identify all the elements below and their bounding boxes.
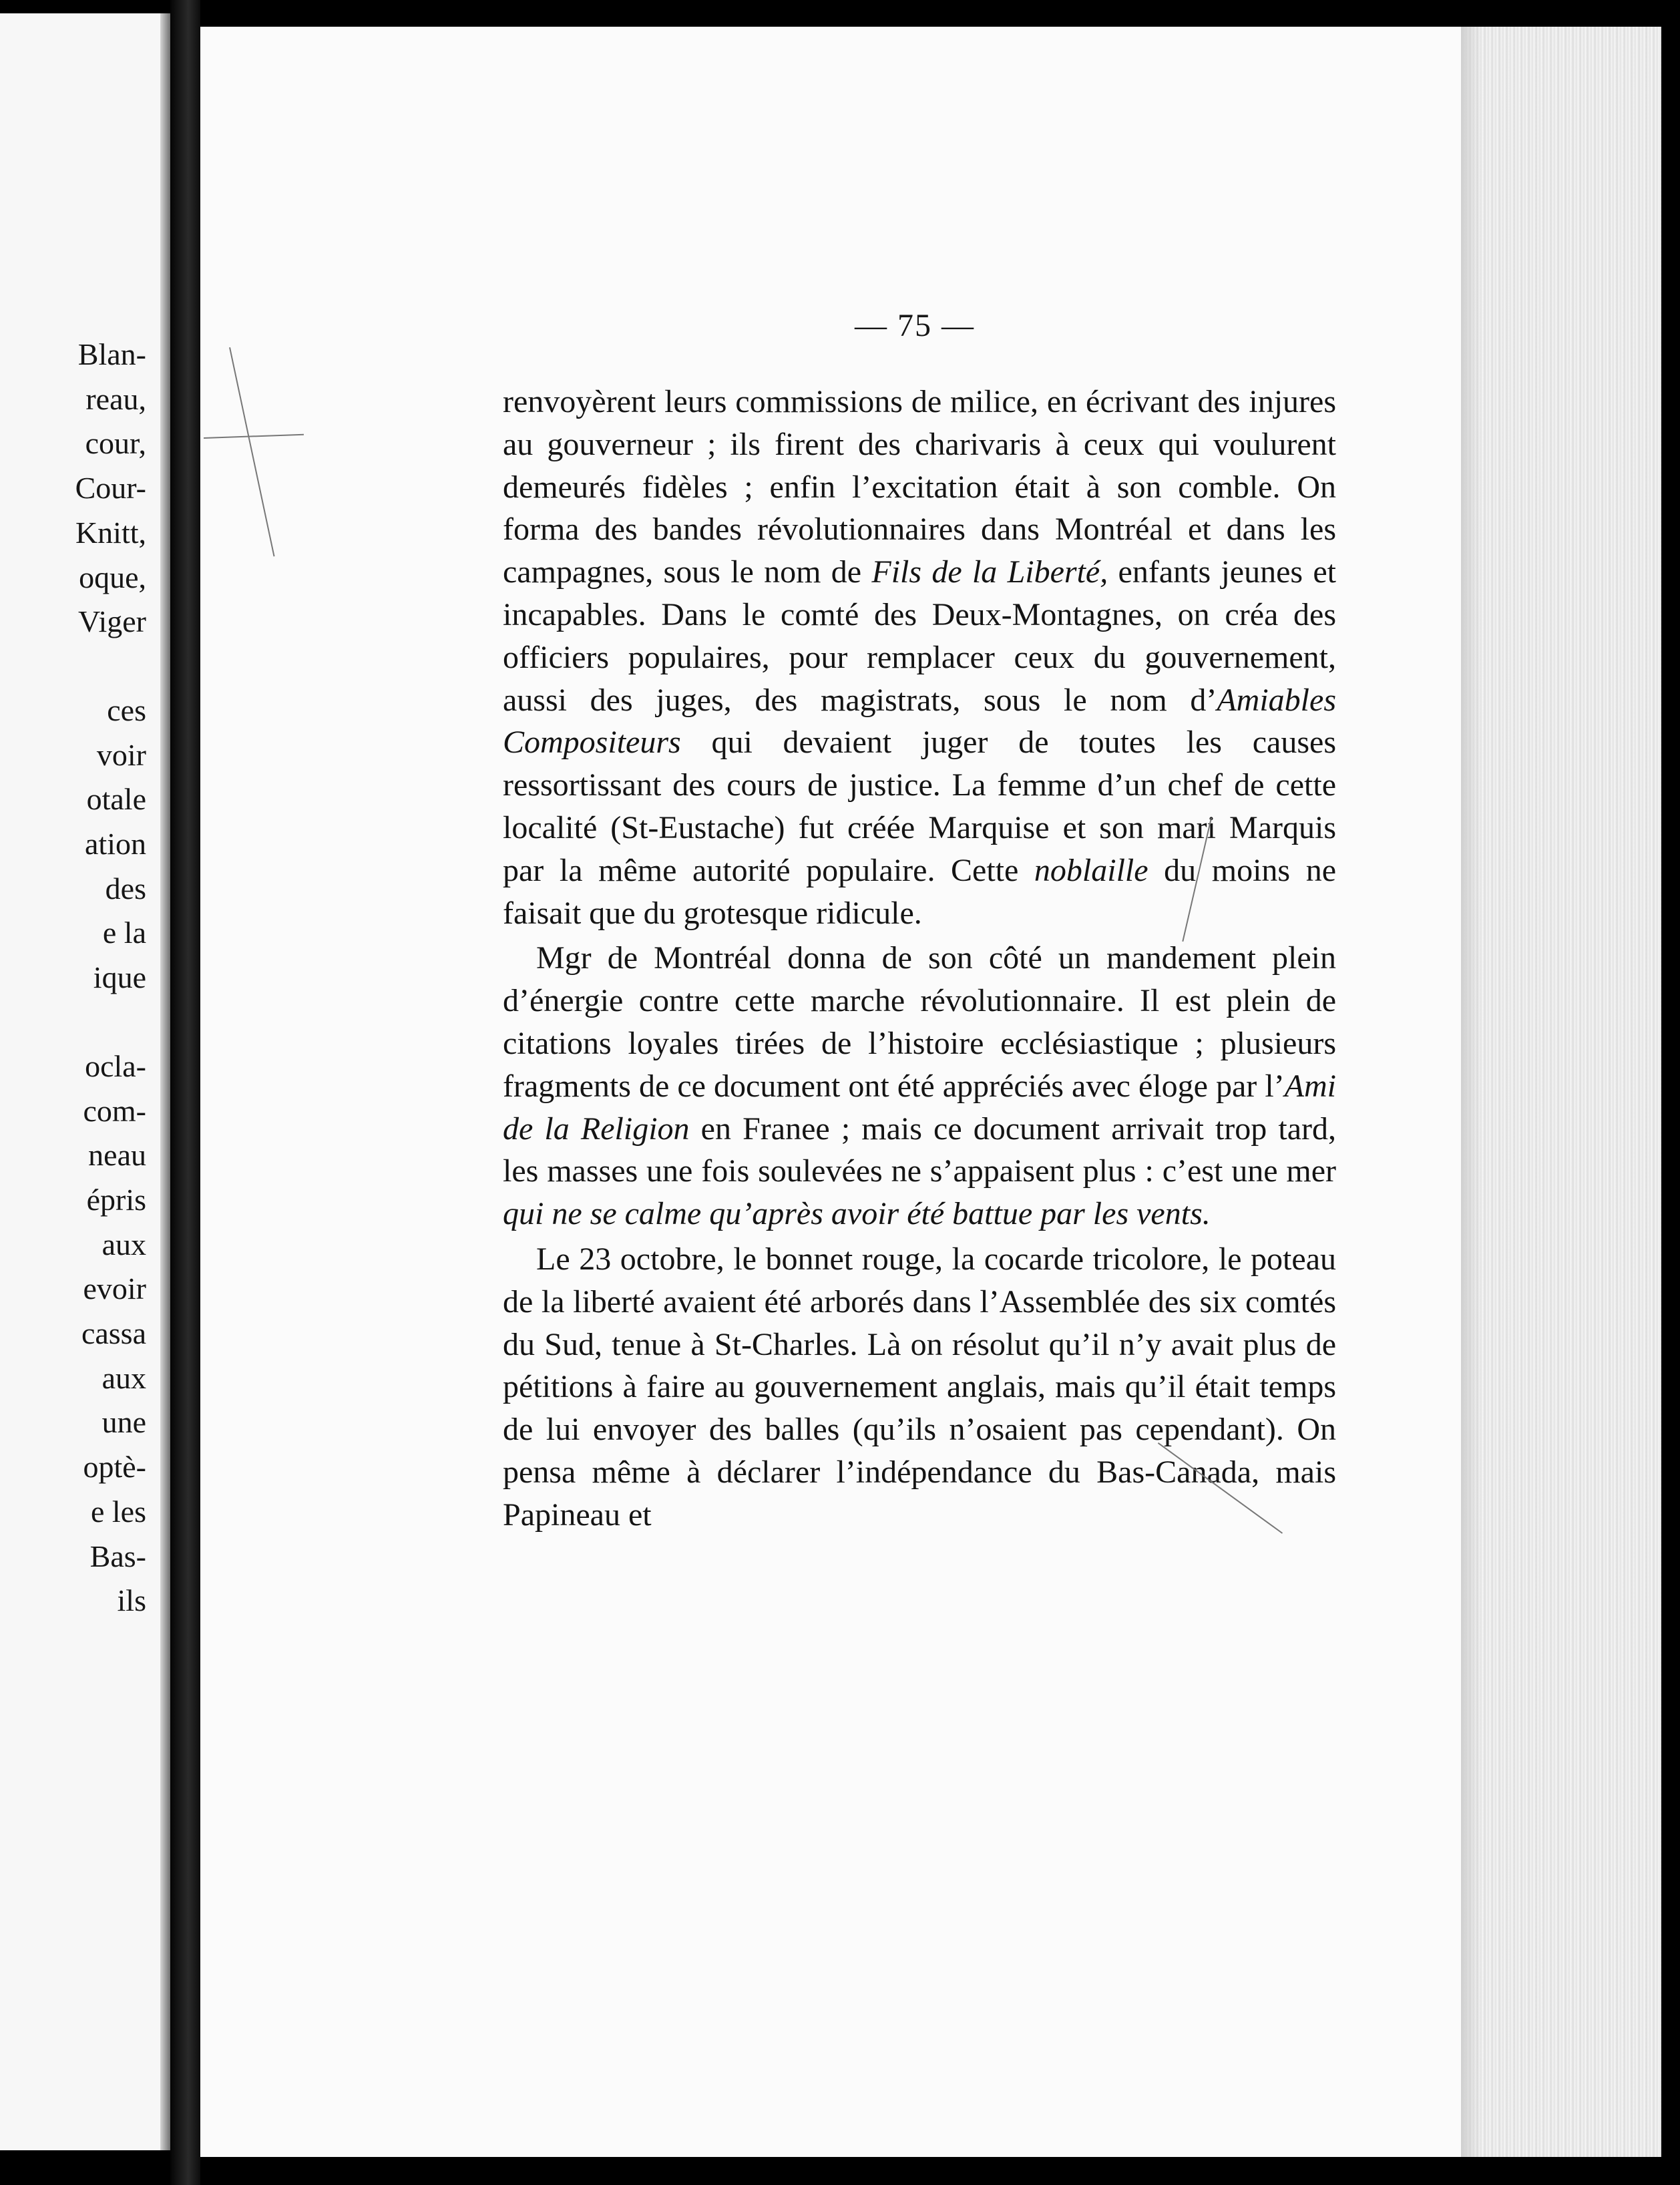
previous-page-line: evoir bbox=[83, 1271, 146, 1306]
previous-page-line-endings bbox=[75, 333, 146, 1623]
line-gap bbox=[75, 1000, 146, 1044]
spine-shadow bbox=[160, 13, 171, 2150]
text-run: enfants jeunes et incapables. Dans le comté des Deux-Montagnes, on créa des officiers populaires, pour remplacer ceux du gouvernement, aussi des juges, des magistrats, sous le nom d’ bbox=[503, 554, 1337, 718]
previous-page-line: aux bbox=[101, 1227, 146, 1261]
italic-text-run: noblaille bbox=[1034, 852, 1148, 888]
italic-text-run: Amiables Compositeurs bbox=[503, 682, 1336, 761]
previous-page-line: ocla- bbox=[85, 1048, 146, 1083]
previous-page-line: épris bbox=[86, 1182, 146, 1217]
previous-page-line: e les bbox=[90, 1494, 146, 1529]
previous-page-line: Blan- bbox=[77, 337, 146, 371]
previous-page-line: neau bbox=[88, 1138, 146, 1173]
previous-page-line: aux bbox=[101, 1360, 146, 1395]
text-run: renvoyèrent leurs commissions de milice, en écrivant des injures au gouverneur ; ils firent des charivaris à ceux qui voulurent demeurés fidèles ; enfin l’excitation était à son comble. On forma des bandes révolutionnaires dans Montréal et dans les campagnes, sous le nom de bbox=[503, 384, 1336, 590]
previous-page-line: ique bbox=[93, 960, 146, 995]
previous-page-line: Bas- bbox=[89, 1539, 146, 1573]
previous-page-line: des bbox=[105, 871, 146, 906]
previous-page-line: Viger bbox=[78, 604, 146, 639]
previous-page-line: Cour- bbox=[75, 471, 146, 506]
previous-page-line: cassa bbox=[81, 1316, 146, 1351]
previous-page-line: ces bbox=[107, 692, 146, 727]
text-run: Mgr de Montréal donna de son côté un mandement plein d’énergie contre cette marche révolutionnaire. Il est plein de citations loyales tirées de l’histoire ecclésiastique ; plusieurs fragments de ce document ont été appréciés avec éloge par l’ bbox=[503, 940, 1336, 1104]
italic-text-run: Fils de la Liberté, bbox=[871, 554, 1108, 590]
previous-page-line: com- bbox=[83, 1093, 146, 1128]
text-run: qui devaient juger de toutes les causes ressortissant des cours de justice. La femme d’un chef de cette localité (St-Eustache) fut créée Marquise et son mari Marquis par la même autorité populaire. Cette bbox=[503, 725, 1336, 888]
previous-page-line: oque, bbox=[79, 560, 146, 594]
book-page bbox=[200, 27, 1461, 2157]
text-run: en Franee ; mais ce document arrivait trop tard, les masses une fois soulevées ne s’appaisent plus : c’est une mer bbox=[503, 1111, 1336, 1189]
italic-text-run: qui ne se calme qu’après avoir été battue par les vents. bbox=[503, 1196, 1211, 1232]
previous-page-fragment bbox=[0, 13, 174, 2150]
fore-edge-shadow bbox=[1461, 27, 1481, 2157]
previous-page-line: e la bbox=[102, 916, 146, 950]
previous-page-line: ation bbox=[85, 827, 146, 861]
previous-page-line: reau, bbox=[85, 381, 146, 416]
paragraph bbox=[503, 1238, 1336, 1537]
previous-page-line: une bbox=[101, 1405, 146, 1440]
paragraph bbox=[503, 937, 1336, 1235]
book-gutter bbox=[170, 0, 200, 2185]
text-run: du moins ne faisait que du grotesque ridicule. bbox=[503, 852, 1337, 931]
previous-page-line: Knitt, bbox=[75, 515, 146, 550]
paragraph bbox=[503, 381, 1336, 934]
page-number: — 75 — bbox=[855, 308, 975, 343]
body-text bbox=[503, 381, 1336, 1537]
italic-text-run: Ami de la Religion bbox=[503, 1068, 1336, 1147]
previous-page-line: optè- bbox=[83, 1450, 146, 1484]
previous-page-line: voir bbox=[96, 737, 146, 772]
line-gap bbox=[75, 644, 146, 688]
previous-page-line: ils bbox=[117, 1583, 146, 1618]
text-run: Le 23 octobre, le bonnet rouge, la cocarde tricolore, le poteau de la liberté avaient été arborés dans l’Assemblée des six comtés du Sud, tenue à St-Charles. Là on résolut qu’il n’y avait plus de pétitions à faire au gouvernement anglais, mais qu’il était temps de lui envoyer des balles (qu’ils n’osaient pas cependant). On pensa même à déclarer l’indépendance du Bas-Canada, mais Papineau et bbox=[503, 1241, 1336, 1533]
previous-page-line: otale bbox=[86, 782, 146, 817]
previous-page-line: cour, bbox=[85, 426, 146, 461]
page-fore-edge bbox=[1461, 27, 1661, 2157]
